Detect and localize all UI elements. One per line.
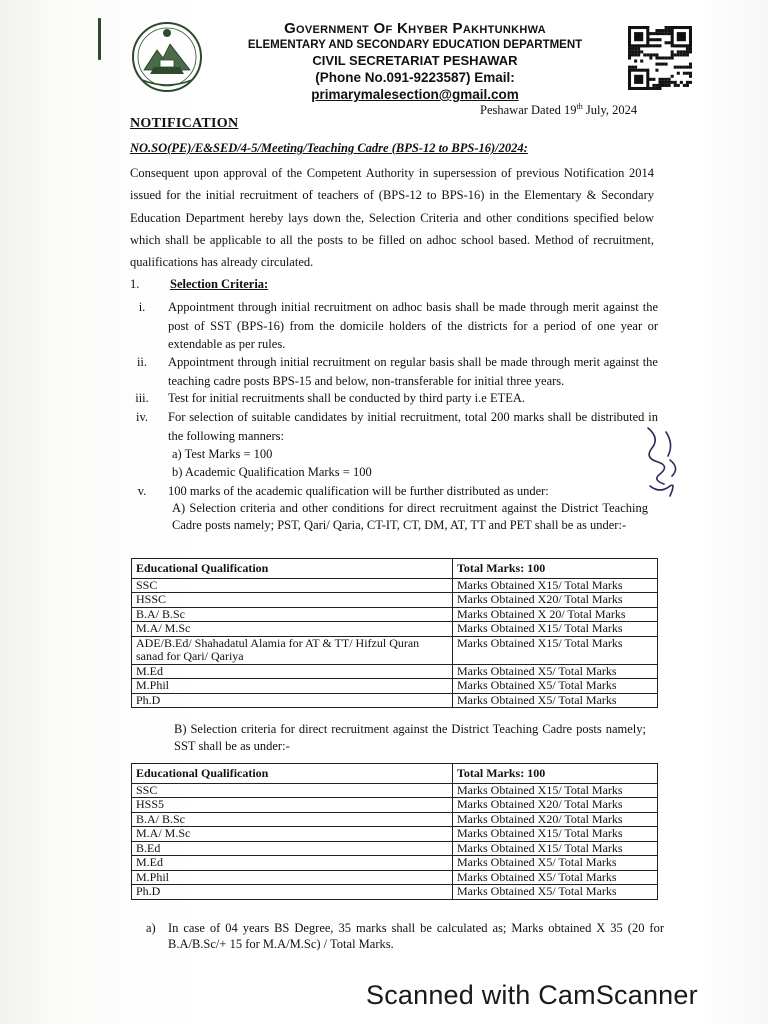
qualification-cell: B.Ed <box>132 841 453 856</box>
table-row <box>132 798 658 813</box>
margin-pen-mark <box>98 18 101 60</box>
table-row <box>132 693 658 708</box>
qualification-cell: B.A/ B.Sc <box>132 607 453 622</box>
item-text: 100 marks of the academic qualification will be further distributed as under: <box>168 484 549 498</box>
email-link[interactable]: primarymalesection@gmail.com <box>311 87 519 102</box>
marks-cell: Marks Obtained X15/ Total Marks <box>453 622 658 637</box>
qualification-cell: SSC <box>132 578 453 593</box>
table-row <box>132 622 658 637</box>
marks-cell: Marks Obtained X5/ Total Marks <box>453 664 658 679</box>
date-line <box>480 102 637 118</box>
column-header: Educational Qualification <box>132 559 453 579</box>
marks-cell: Marks Obtained X15/ Total Marks <box>453 841 658 856</box>
table-row <box>132 578 658 593</box>
column-header: Total Marks: 100 <box>453 764 658 784</box>
item-text: Test for initial recruitments shall be conducted by third party i.e ETEA. <box>168 391 526 405</box>
marks-cell: Marks Obtained X5/ Total Marks <box>453 856 658 871</box>
intro-paragraph: Consequent upon approval of the Competent Authority in supersession of previous Notification 2014 issued for the initial recruitment of teachers of (BPS-12 to BPS-16) in the Elementary & Secondary Education Department hereby lays down the, Selection Criteria and other conditions specified below which shall be applicable to all the posts to be filled on adhoc school based. Method of recruitment, qualifications has already circulated. <box>130 166 654 270</box>
item-text: Appointment through initial recruitment on regular basis shall be made through merit against the teaching cadre posts BPS-15 and below, non-transferable for initial three years. <box>168 355 658 388</box>
item-numeral: i. <box>138 300 146 314</box>
item-numeral: iii. <box>135 391 149 405</box>
marks-cell: Marks Obtained X20/ Total Marks <box>453 798 658 813</box>
criteria-table-a <box>131 558 658 708</box>
item-numeral: ii. <box>136 355 148 369</box>
table-row <box>132 679 658 694</box>
item-text: Appointment through initial recruitment on adhoc basis shall be made through merit against the post of SST (BPS-16) from the domicile holders of the districts for a period of one year or extendable as per rules. <box>168 300 658 351</box>
table-row <box>132 664 658 679</box>
table-row <box>132 593 658 608</box>
academic-marks: b) Academic Qualification Marks = 100 <box>172 465 372 479</box>
scanner-watermark: Scanned with CamScanner <box>366 980 698 1010</box>
table-header-row <box>132 764 658 784</box>
qualification-cell: B.A/ B.Sc <box>132 812 453 827</box>
column-header: Total Marks: 100 <box>453 559 658 579</box>
marks-cell: Marks Obtained X5/ Total Marks <box>453 679 658 694</box>
table-row <box>132 812 658 827</box>
letterhead <box>210 20 620 103</box>
contact-line <box>210 69 620 103</box>
date-month-year: July, 2024 <box>582 103 638 118</box>
marks-cell: Marks Obtained X15/ Total Marks <box>453 827 658 842</box>
item-numeral: iv. <box>135 410 149 424</box>
qualification-cell: Ph.D <box>132 885 453 900</box>
qualification-cell: M.Ed <box>132 664 453 679</box>
table-row <box>132 841 658 856</box>
table-row <box>132 870 658 885</box>
qualification-cell: M.A/ M.Sc <box>132 622 453 637</box>
date-prefix: Peshawar Dated 19 <box>480 103 577 118</box>
phone-text: (Phone No.091-9223587) Email: <box>315 70 515 85</box>
criteria-table-b <box>131 763 658 900</box>
qualification-cell: ADE/B.Ed/ Shahadatul Alamia for AT & TT/ Hifzul Quran sanad for Qari/ Qariya <box>132 636 453 664</box>
section-number: 1. <box>130 277 140 291</box>
table-row <box>132 783 658 798</box>
qr-code-icon <box>628 26 692 90</box>
criteria-b-intro: B) Selection criteria for direct recruitment against the District Teaching Cadre posts namely; SST shall be as under:- <box>174 722 646 753</box>
secretariat-name: CIVIL SECRETARIAT PESHAWAR <box>312 53 518 68</box>
qualification-cell: HSS5 <box>132 798 453 813</box>
table-row <box>132 636 658 664</box>
marks-cell: Marks Obtained X15/ Total Marks <box>453 578 658 593</box>
column-header: Educational Qualification <box>132 764 453 784</box>
table-row <box>132 856 658 871</box>
table-row <box>132 885 658 900</box>
test-marks: a) Test Marks = 100 <box>172 447 273 461</box>
notification-title: NOTIFICATION <box>130 116 239 131</box>
department-name: ELEMENTARY AND SECONDARY EDUCATION DEPARTMENT <box>247 39 583 51</box>
government-name: Government Of Khyber Pakhtunkhwa <box>284 20 546 37</box>
marks-cell: Marks Obtained X20/ Total Marks <box>453 812 658 827</box>
signature-icon <box>640 424 684 502</box>
qualification-cell: SSC <box>132 783 453 798</box>
marks-cell: Marks Obtained X15/ Total Marks <box>453 783 658 798</box>
marks-cell: Marks Obtained X20/ Total Marks <box>453 593 658 608</box>
table-header-row <box>132 559 658 579</box>
section-heading: Selection Criteria: <box>170 277 269 291</box>
marks-cell: Marks Obtained X5/ Total Marks <box>453 885 658 900</box>
date-suffix-sup: th <box>576 102 583 111</box>
marks-cell: Marks Obtained X5/ Total Marks <box>453 870 658 885</box>
qualification-cell: HSSC <box>132 593 453 608</box>
criteria-a-intro: A) Selection criteria and other conditions for direct recruitment against the District Teaching Cadre posts namely; PST, Qari/ Qaria, CT-IT, CT, DM, AT, TT and PET shall be as under:- <box>172 501 648 532</box>
qualification-cell: M.Phil <box>132 870 453 885</box>
notification-reference: NO.SO(PE)/E&SED/4-5/Meeting/Teaching Cadre (BPS-12 to BPS-16)/2024: <box>130 141 528 155</box>
qualification-cell: Ph.D <box>132 693 453 708</box>
qualification-cell: M.A/ M.Sc <box>132 827 453 842</box>
marks-cell: Marks Obtained X5/ Total Marks <box>453 693 658 708</box>
table-row <box>132 607 658 622</box>
table-row <box>132 827 658 842</box>
marks-cell: Marks Obtained X15/ Total Marks <box>453 636 658 664</box>
item-text: For selection of suitable candidates by initial recruitment, total 200 marks shall be distributed in the following manners: <box>168 410 658 443</box>
marks-cell: Marks Obtained X 20/ Total Marks <box>453 607 658 622</box>
note-text: In case of 04 years BS Degree, 35 marks shall be calculated as; Marks obtained X 35 (20 for B.A/B.Sc/+ 15 for M.A/M.Sc) / Total Marks. <box>168 921 664 951</box>
qualification-cell: M.Phil <box>132 679 453 694</box>
qualification-cell: M.Ed <box>132 856 453 871</box>
note-letter: a) <box>146 921 156 935</box>
government-emblem-icon <box>130 20 204 94</box>
item-numeral: v. <box>137 484 147 498</box>
